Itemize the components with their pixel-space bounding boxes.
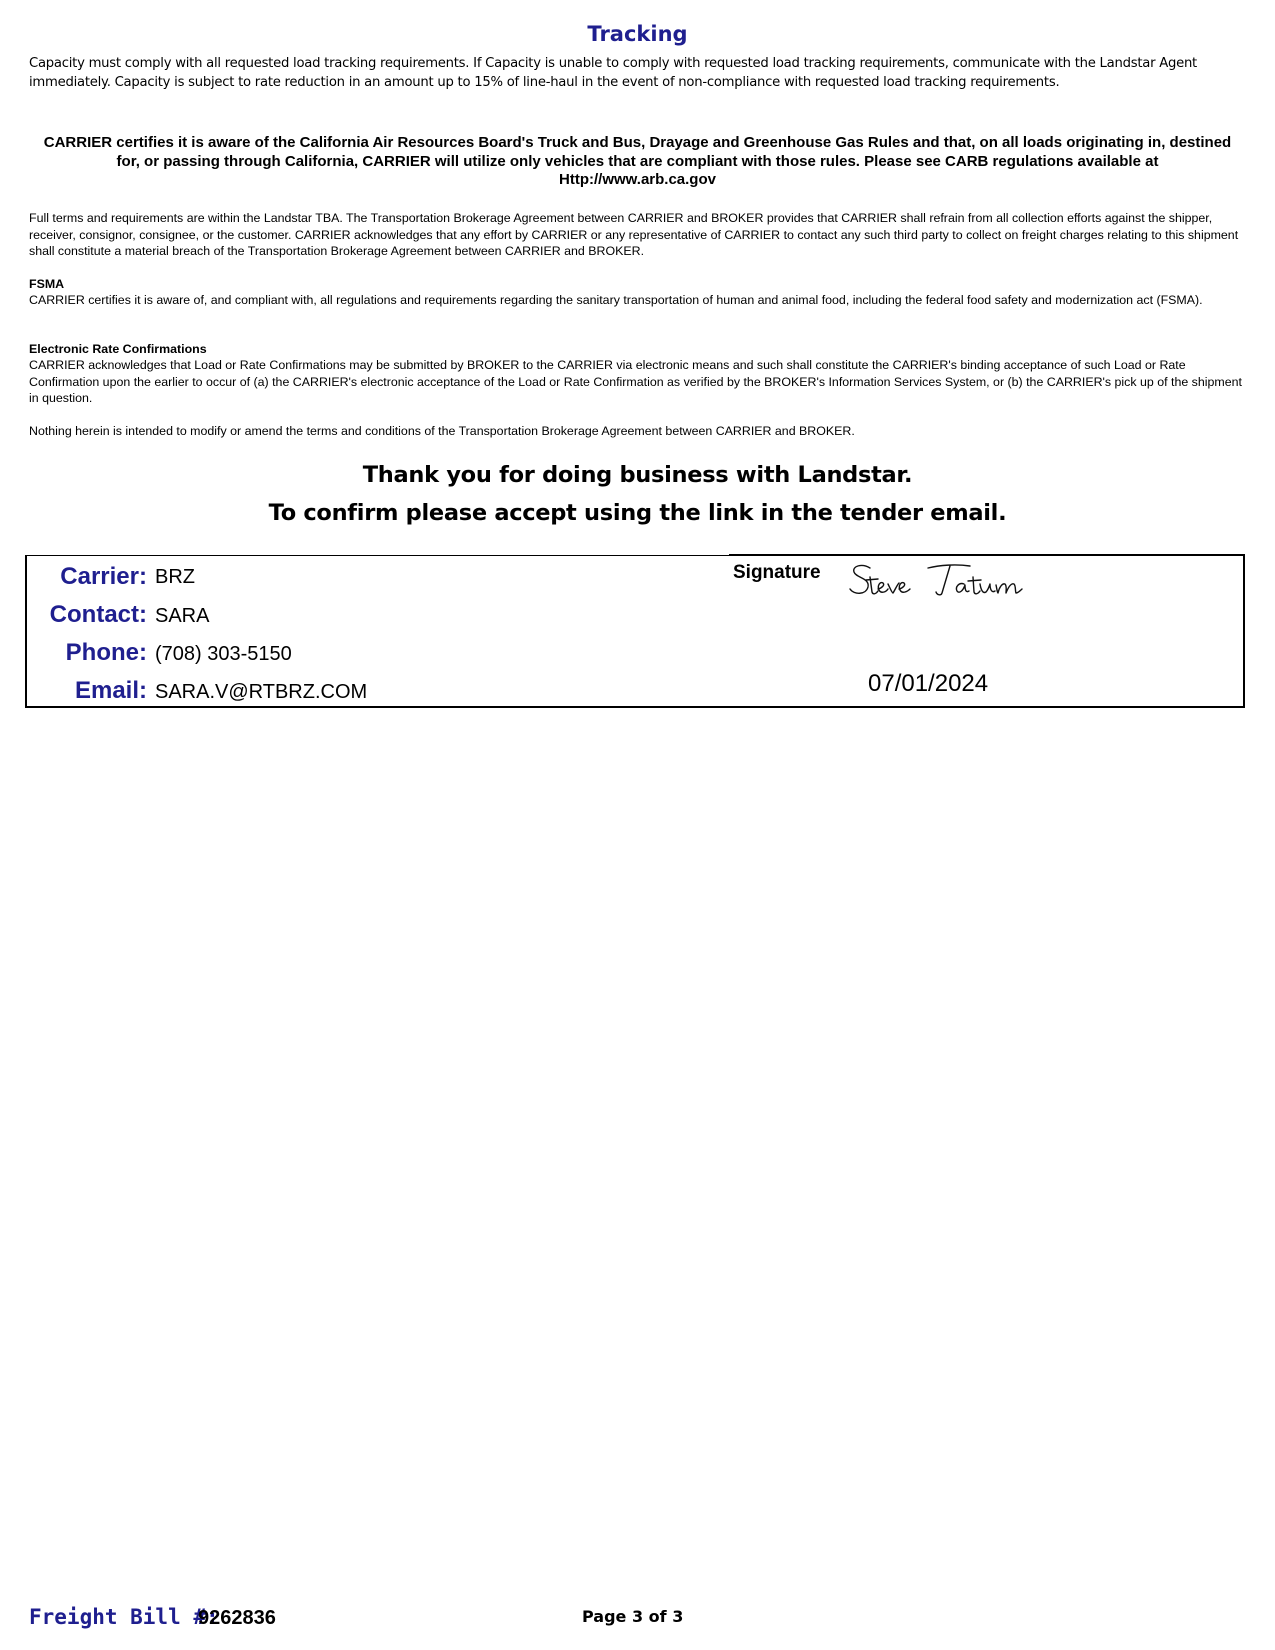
phone-label: Phone: bbox=[65, 639, 147, 666]
phone-value: (708) 303-5150 bbox=[155, 643, 292, 665]
contact-value: SARA bbox=[155, 605, 210, 627]
freight-bill-number: 9262836 bbox=[198, 1607, 276, 1629]
carrier-label: Carrier: bbox=[60, 563, 147, 590]
tracking-body: Capacity must comply with all requested load tracking requirements. If Capacity is unable to comply with requested load tracking requirements, communicate with the Landstar Agent immediately. Capacity is subject to rate reduction in an amount up to 15% of line-haul in the event of non-compliance with requested load tracking requirements. bbox=[29, 56, 1197, 90]
page-number: Page 3 of 3 bbox=[582, 1607, 684, 1626]
fsma-body: CARRIER certifies it is aware of, and compliant with, all regulations and requirements regarding the sanitary transportation of human and animal food, including the federal food safety and modernization act (FSMA). bbox=[29, 293, 1203, 307]
box-top-rule-right bbox=[729, 554, 1245, 556]
tracking-title: Tracking bbox=[587, 22, 688, 46]
thank-you-message bbox=[0, 456, 1275, 532]
contact-label: Contact: bbox=[49, 601, 147, 628]
signature-date: 07/01/2024 bbox=[868, 670, 989, 697]
erc-body: CARRIER acknowledges that Load or Rate Confirmations may be submitted by BROKER to the CARRIER via electronic means and such shall constitute the CARRIER's binding acceptance of such Load or Rate Confirmation upon the earlier to occur of (a) the CARRIER's electronic acceptance of the Load or Rate Confirmation as verified by the BROKER's Information Services System, or (b) the CARRIER's pick up of the shipment in question. bbox=[29, 358, 1242, 405]
box-top-rule-left bbox=[25, 555, 730, 556]
fsma-heading: FSMA bbox=[29, 277, 65, 291]
nothing-herein-paragraph: Nothing herein is intended to modify or amend the terms and conditions of the Transportation Brokerage Agreement between CARRIER and BROKER. bbox=[29, 424, 855, 438]
freight-bill-label: Freight Bill #: bbox=[29, 1605, 219, 1629]
email-value: SARA.V@RTBRZ.COM bbox=[155, 681, 368, 703]
carb-notice: CARRIER certifies it is aware of the California Air Resources Board's Truck and Bus, Drayage and Greenhouse Gas Rules and that, on all loads originating in, destined for, or passing through California, CARRIER will utilize only vehicles that are compliant with those rules. Please see CARB regulations available at Http://www.arb.ca.gov bbox=[43, 134, 1232, 188]
email-label: Email: bbox=[74, 677, 147, 704]
confirm-instruction-line: To confirm please accept using the link in the tender email. bbox=[268, 500, 1007, 526]
erc-heading: Electronic Rate Confirmations bbox=[29, 342, 207, 356]
carrier-value: BRZ bbox=[155, 566, 195, 588]
signature-label: Signature bbox=[733, 562, 821, 583]
thank-you-line: Thank you for doing business with Landstar. bbox=[362, 462, 913, 488]
handwritten-signature bbox=[848, 560, 1048, 609]
terms-paragraph: Full terms and requirements are within the Landstar TBA. The Transportation Brokerage Agreement between CARRIER and BROKER provides that CARRIER shall refrain from all collection efforts against the shipper, receiver, consignor, consignee, or the customer. CARRIER acknowledges that any effort by CARRIER or any representative of CARRIER to contact any such third party to collect on freight charges relating to this shipment shall constitute a material breach of the Transportation Brokerage Agreement between CARRIER and BROKER. bbox=[29, 211, 1239, 258]
